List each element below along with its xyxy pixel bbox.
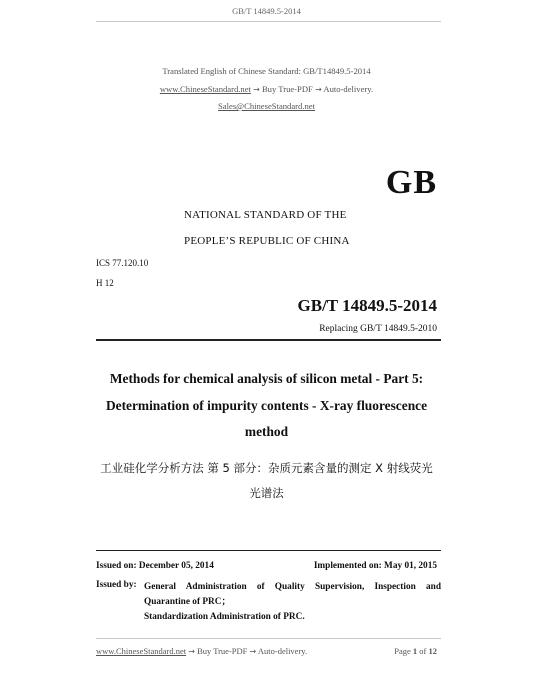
title-en-line1: Methods for chemical analysis of silicon metal - Part 5: bbox=[109, 371, 424, 386]
chinesestandard-link[interactable]: www.ChineseStandard.net bbox=[159, 84, 251, 94]
sales-email-link[interactable]: Sales@ChineseStandard.net bbox=[218, 101, 315, 111]
title-divider bbox=[96, 339, 441, 341]
title-en-line2: Determination of impurity contents - X-ray fluorescence bbox=[105, 398, 428, 413]
implemented-date: Implemented on: May 01, 2015 bbox=[313, 561, 437, 571]
title-en-line3: method bbox=[244, 424, 289, 439]
title-cn-line2: 光谱法 bbox=[249, 486, 284, 500]
issuer-sac: Standardization Administration of PRC. bbox=[144, 612, 305, 622]
classification-code: H 12 bbox=[96, 278, 114, 288]
issued-date: Issued on: December 05, 2014 bbox=[96, 561, 214, 571]
footer-chinesestandard-link[interactable]: www.ChineseStandard.net bbox=[96, 646, 187, 656]
page-total: 12 bbox=[428, 646, 437, 656]
arrow-icon: → bbox=[188, 647, 195, 656]
page-of: of bbox=[419, 646, 427, 656]
running-header: GB/T 14849.5-2014 bbox=[232, 6, 301, 16]
issued-by-text bbox=[144, 580, 441, 625]
footer-auto-delivery-text: Auto-delivery. bbox=[257, 646, 308, 656]
auto-delivery-text: Auto-delivery. bbox=[323, 84, 374, 94]
email-line bbox=[0, 101, 533, 111]
national-standard-line1: NATIONAL STANDARD OF THE bbox=[184, 209, 347, 221]
page-current: 1 bbox=[412, 646, 418, 656]
translation-links-line bbox=[0, 84, 533, 94]
national-standard-line2: PEOPLE’S REPUBLIC OF CHINA bbox=[184, 235, 350, 247]
translation-notice: Translated English of Chinese Standard: GB/T14849.5-2014 bbox=[162, 66, 371, 76]
page-label: Page bbox=[394, 646, 411, 656]
footer-divider bbox=[96, 638, 441, 639]
ics-code: ICS 77.120.10 bbox=[96, 258, 149, 268]
gb-logo: GB bbox=[385, 164, 437, 201]
footer-links bbox=[96, 646, 307, 656]
arrow-icon: → bbox=[314, 85, 322, 94]
footer-buy-true-pdf-text: Buy True-PDF bbox=[197, 646, 248, 656]
dates-divider bbox=[96, 550, 441, 551]
header-divider bbox=[96, 21, 441, 22]
title-cn-line1: 工业硅化学分析方法 第 5 部分：杂质元素含量的测定 X 射线荧光 bbox=[100, 461, 433, 475]
replacing-note: Replacing GB/T 14849.5-2010 bbox=[319, 324, 437, 334]
issued-by-block bbox=[96, 580, 441, 628]
buy-true-pdf-text: Buy True-PDF bbox=[261, 84, 313, 94]
arrow-icon: → bbox=[249, 647, 257, 656]
arrow-icon: → bbox=[253, 85, 260, 94]
issued-by-label: Issued by: bbox=[96, 580, 137, 590]
standard-number: GB/T 14849.5-2014 bbox=[297, 296, 437, 315]
page-indicator bbox=[394, 646, 437, 656]
issuer-aqsiq: General Administration of Quality Supervision, Inspection and Quarantine of PRC； bbox=[144, 582, 441, 607]
